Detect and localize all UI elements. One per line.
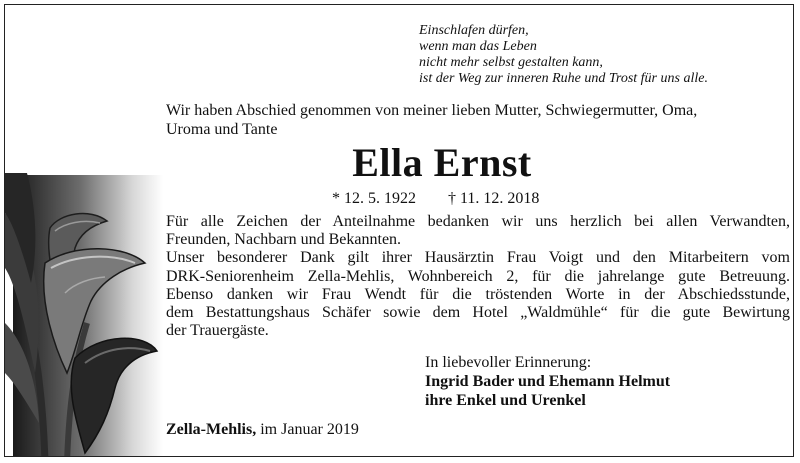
closing-phrase: In liebevoller Erinnerung: xyxy=(425,354,592,371)
place-town: Zella-Mehlis, xyxy=(166,421,257,438)
obituary-notice xyxy=(4,4,794,457)
closing-block xyxy=(425,353,670,410)
body-line: Ebenso danken wir Frau Wendt für die tröstenden Worte in der Abschiedsstunde, xyxy=(166,285,790,303)
body-line: der Trauergäste. xyxy=(166,322,269,340)
poem-line: ist der Weg zur inneren Ruhe und Trost für uns alle. xyxy=(419,71,708,86)
poem xyxy=(419,23,789,87)
body-line: Unser besonderer Dank gilt ihrer Hausärztin Frau Voigt und den Mitarbeitern vom xyxy=(166,249,790,267)
body-line: dem Bestattungshaus Schäfer sowie dem Hotel „Waldmühle“ für die gute Bewirtung xyxy=(166,304,790,322)
mourner-names: ihre Enkel und Urenkel xyxy=(425,392,586,409)
notice-date: im Januar 2019 xyxy=(260,421,359,438)
birth-date: * 12. 5. 1922 xyxy=(332,190,416,207)
deceased-name: Ella Ernst xyxy=(352,140,532,185)
body-line: Für alle Zeichen der Anteilnahme bedanken wir uns herzlich bei allen Verwandten, xyxy=(166,213,790,230)
life-dates xyxy=(332,189,539,208)
mourner-names: Ingrid Bader und Ehemann Helmut xyxy=(425,373,671,390)
body-line: DRK-Seniorenheim Zella-Mehlis, Wohnbereich 2, für die jahrelange gute Betreuung. xyxy=(166,267,790,285)
intro-line: Wir haben Abschied genommen von meiner lieben Mutter, Schwiegermutter, Oma, xyxy=(166,102,698,119)
intro-line: Uroma und Tante xyxy=(166,121,278,138)
intro-text xyxy=(166,101,766,139)
calla-lily-image xyxy=(5,173,165,457)
poem-line: Einschlafen dürfen, xyxy=(419,23,529,38)
place-date xyxy=(166,420,359,439)
death-date: † 11. 12. 2018 xyxy=(448,190,540,207)
poem-line: nicht mehr selbst gestalten kann, xyxy=(419,55,603,70)
thanks-text xyxy=(166,213,790,340)
body-line: Freunden, Nachbarn und Bekannten. xyxy=(166,231,402,249)
poem-line: wenn man das Leben xyxy=(419,39,537,54)
